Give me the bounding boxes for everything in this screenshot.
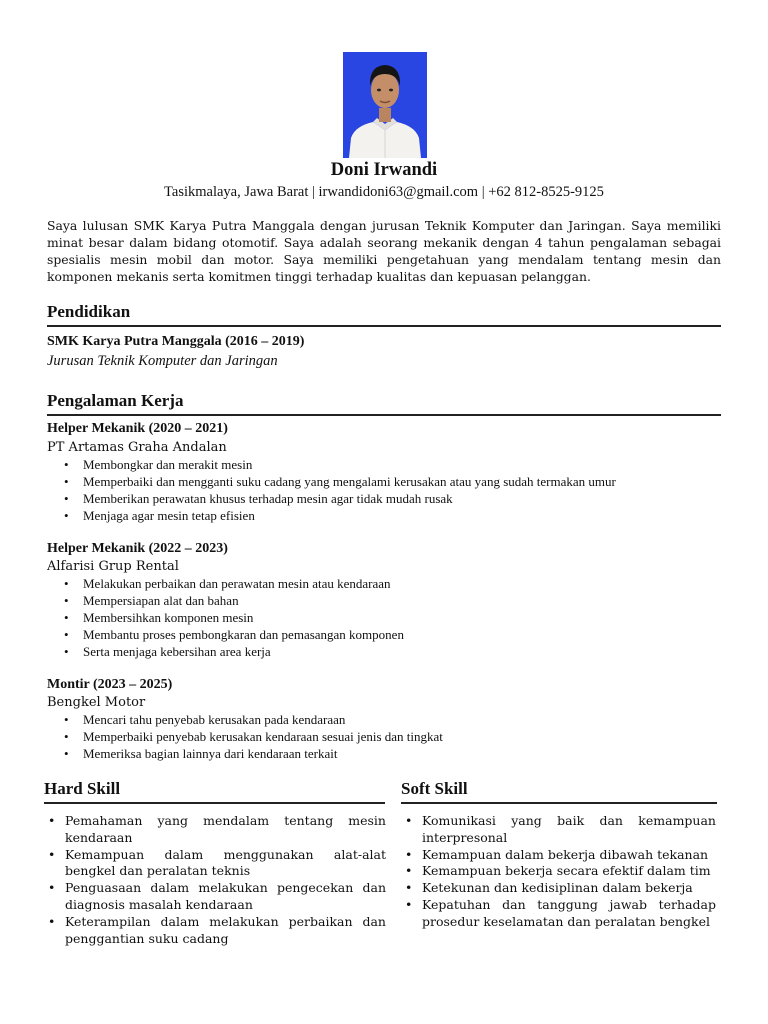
list-item: • Komunikasi yang baik dan kemampuan interpresonal — [404, 813, 716, 847]
list-item: • Memperbaiki penyebab kerusakan kendaraan sesuai jenis dan tingkat — [64, 728, 443, 745]
job-title: Helper Mekanik (2022 – 2023) — [47, 541, 228, 556]
list-item: • Kepatuhan dan tanggung jawab terhadap prosedur keselamatan dan peralatan bengkel — [404, 897, 716, 931]
list-item: • Memberikan perawatan khusus terhadap mesin agar tidak mudah rusak — [64, 490, 616, 507]
list-item: • Kemampuan bekerja secara efektif dalam tim — [404, 863, 716, 880]
hard-skill-list — [47, 813, 386, 947]
list-item: • Membantu proses pembongkaran dan pemasangan komponen — [64, 626, 404, 643]
job-task-list — [64, 575, 404, 660]
job-task-list — [64, 711, 443, 762]
list-item: • Kemampuan dalam menggunakan alat-alat bengkel dan peralatan teknis — [47, 847, 386, 881]
job-task-list — [64, 456, 616, 524]
experience-heading: Pengalaman Kerja — [47, 391, 184, 410]
list-item: • Membersihkan komponen mesin — [64, 609, 404, 626]
soft-skill-list — [404, 813, 716, 931]
list-item: • Penguasaan dalam melakukan pengecekan dan diagnosis masalah kendaraan — [47, 880, 386, 914]
person-name: Doni Irwandi — [330, 160, 438, 180]
list-item: • Menjaga agar mesin tetap efisien — [64, 507, 616, 524]
education-heading: Pendidikan — [47, 302, 131, 321]
list-item: • Pemahaman yang mendalam tentang mesin kendaraan — [47, 813, 386, 847]
list-item: • Membongkar dan merakit mesin — [64, 456, 616, 473]
education-school: SMK Karya Putra Manggala (2016 – 2019) — [47, 334, 305, 349]
job-company: PT Artamas Graha Andalan — [47, 440, 227, 455]
list-item: • Mempersiapan alat dan bahan — [64, 592, 404, 609]
list-item: • Mencari tahu penyebab kerusakan pada kendaraan — [64, 711, 443, 728]
list-item: • Memeriksa bagian lainnya dari kendaraan terkait — [64, 745, 443, 762]
list-item: • Ketekunan dan kedisiplinan dalam bekerja — [404, 880, 716, 897]
job-title: Montir (2023 – 2025) — [47, 677, 173, 692]
education-divider — [47, 325, 721, 327]
profile-photo — [343, 52, 427, 158]
list-item: • Kemampuan dalam bekerja dibawah tekanan — [404, 847, 716, 864]
list-item: • Melakukan perbaikan dan perawatan mesin atau kendaraan — [64, 575, 404, 592]
person-portrait-icon — [343, 52, 427, 158]
contact-info: Tasikmalaya, Jawa Barat | irwandidoni63@gmail.com | +62 812-8525-9125 — [164, 184, 604, 200]
profile-summary: Saya lulusan SMK Karya Putra Manggala dengan jurusan Teknik Komputer dan Jaringan. Saya memiliki minat besar dalam bidang otomotif. Saya adalah seorang mekanik dengan 4 tahun pengalaman sebagai spesialis mesin mobil dan motor. Saya memiliki pengetahuan yang mendalam tentang mesin dan komponen mekanis serta komitmen tinggi terhadap kualitas dan kepuasan pelanggan. — [47, 218, 721, 284]
job-company: Bengkel Motor — [47, 695, 146, 710]
hard-skill-divider — [44, 802, 385, 804]
education-major: Jurusan Teknik Komputer dan Jaringan — [47, 353, 278, 369]
experience-divider — [47, 414, 721, 416]
list-item: • Serta menjaga kebersihan area kerja — [64, 643, 404, 660]
soft-skill-divider — [401, 802, 717, 804]
job-company: Alfarisi Grup Rental — [47, 559, 179, 574]
soft-skill-heading: Soft Skill — [401, 779, 468, 798]
hard-skill-heading: Hard Skill — [44, 779, 121, 798]
list-item: • Memperbaiki dan mengganti suku cadang yang mengalami kerusakan atau yang sudah termakan umur — [64, 473, 616, 490]
job-title: Helper Mekanik (2020 – 2021) — [47, 421, 228, 436]
list-item: • Keterampilan dalam melakukan perbaikan dan penggantian suku cadang — [47, 914, 386, 948]
